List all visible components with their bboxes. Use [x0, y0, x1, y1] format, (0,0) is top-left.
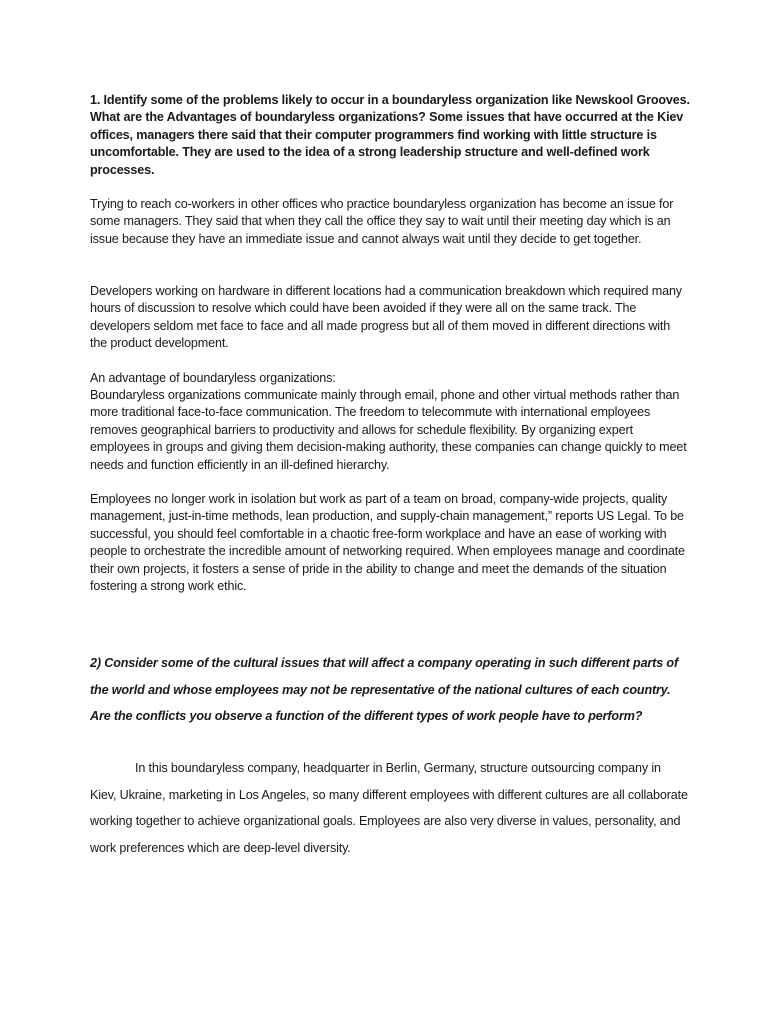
question-2-prompt: 2) Consider some of the cultural issues that will affect a company operating in such different parts of the world and whose employees may not be representative of the national cultures of each country. Are the conflicts you observe a function of the different types of work people have to perform? — [90, 656, 679, 723]
advantage-heading: An advantage of boundaryless organizations: — [90, 371, 336, 385]
question-1-prompt: 1. Identify some of the problems likely to occur in a boundaryless organization like Newskool Grooves. What are the Advantages of boundaryless organizations? Some issues that have occurred at the Kiev offices, managers there said that their computer programmers find working with little structure is uncomfortable. They are used to the idea of a strong leadership structure and well-defined work processes. — [90, 93, 690, 177]
paragraph-teamwork: Employees no longer work in isolation but work as part of a team on broad, company-wide projects, quality management, just-in-time methods, lean production, and supply-chain management,” reports US Legal. To be successful, you should feel comfortable in a chaotic free-form workplace and have an ease of working with people to orchestrate the incredible amount of networking required. When employees manage and coordinate their own projects, it fosters a sense of pride in the ability to change and meet the demands of the situation fostering a strong work ethic. — [90, 492, 685, 594]
paragraph-advantage: Boundaryless organizations communicate mainly through email, phone and other virtual methods rather than more traditional face-to-face communication. The freedom to telecommute with international employees removes geographical barriers to productivity and allows for schedule flexibility. By organizing expert employees in groups and giving them decision-making authority, these companies can change quickly to meet needs and function efficiently in an ill-defined hierarchy. — [90, 388, 687, 472]
paragraph-developer-communication: Developers working on hardware in different locations had a communication breakdown which required many hours of discussion to resolve which could have been avoided if they were all on the same track. The developers seldom met face to face and all made progress but all of them moved in different directions with the product development. — [90, 284, 682, 351]
question-2-answer: In this boundaryless company, headquarter in Berlin, Germany, structure outsourcing company in Kiev, Ukraine, marketing in Los Angeles, so many different employees with different cultures are all collaborate working together to achieve organizational goals. Employees are also very diverse in values, personality, and work preferences which are deep-level diversity. — [90, 761, 688, 855]
paragraph-coworker-reach: Trying to reach co-workers in other offices who practice boundaryless organization has become an issue for some managers. They said that when they call the office they say to wait until their meeting day which is an issue because they have an immediate issue and cannot always wait until they decide to get together. — [90, 197, 674, 246]
